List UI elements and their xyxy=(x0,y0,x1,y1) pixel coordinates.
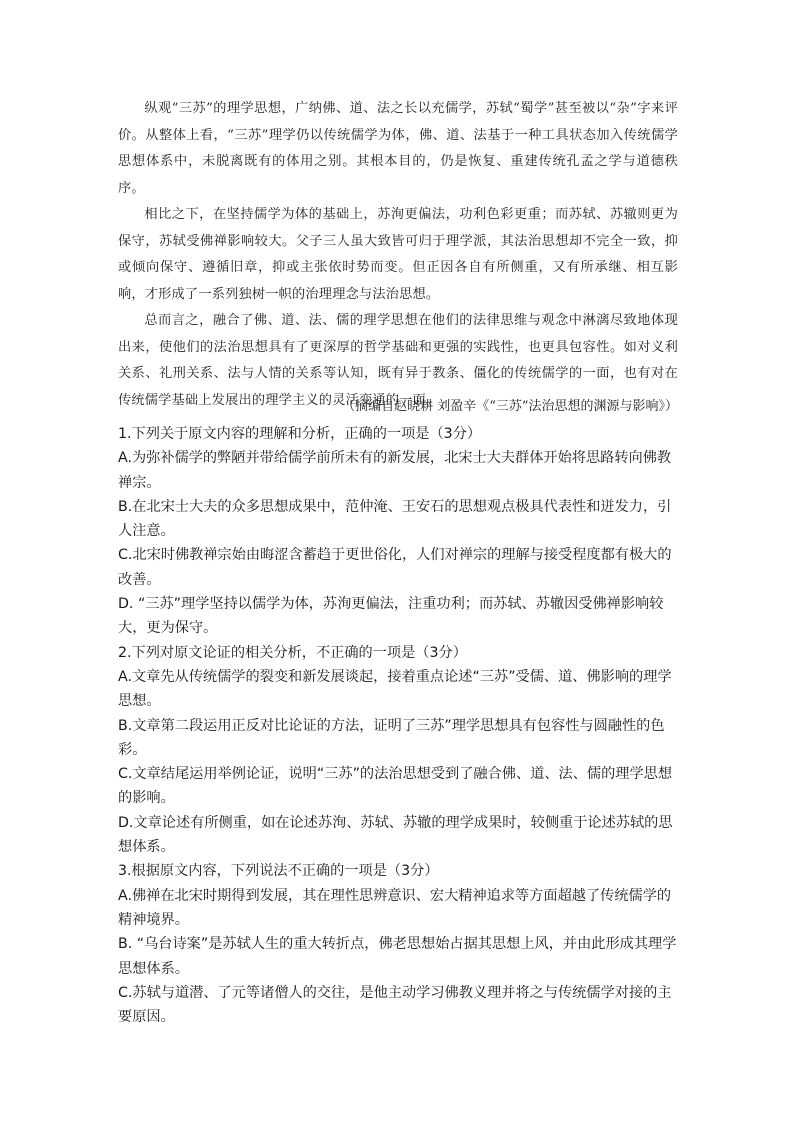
question-2-option-b: B.文章第二段运用正反对比论证的方法，证明了三苏”理学思想具有包容性与圆融性的色彩。 xyxy=(118,717,665,758)
question-3-option-c: C.苏轼与道潜、了元等诸僧人的交往，是他主动学习佛教义理并将之与传统儒学对接的主要原因。 xyxy=(118,984,672,1026)
question-1-option-d: D. “三苏”理学坚持以儒学为体，苏洵更偏法，注重功利；而苏轼、苏辙因受佛禅影响较大，更为保守。 xyxy=(118,596,664,637)
passage-paragraph-1: 纵观“三苏”的理学思想，广纳佛、道、法之长以充儒学，苏轼“蜀学”甚至被以“杂”字来评价。从整体上看，“三苏”理学仍以传统儒学为体，佛、道、法基于一种工具状态加入传统儒学思想体系中，未脱离既有的体用之别。其根本目的，仍是恢复、重建传统孔孟之学与道德秩序。 xyxy=(118,101,678,196)
passage-paragraph-3: 总而言之，融合了佛、道、法、儒的理学思想在他们的法律思维与观念中淋漓尽致地体现出来，使他们的法治思想具有了更深厚的哲学基础和更强的实践性，也更具包容性。如对义利关系、礼刑关系、法与人情的关系等认知，既有异于教条、僵化的传统儒学的一面，也有对在传统儒学基础上发展出的理学主义的灵活变通的一面。 xyxy=(118,313,678,408)
question-list xyxy=(118,422,678,1029)
question-1-option-b: B.在北宋士大夫的众多思想成果中，范仲淹、王安石的思想观点极具代表性和迸发力，引人注意。 xyxy=(118,498,672,540)
question-1-stem: 1.下列关于原文内容的理解和分析，正确的一项是（3分） xyxy=(118,426,482,442)
question-2-option-c: C.文章结尾运用举例论证，说明“三苏”的法治思想受到了融合佛、道、法、儒的理学思想的影响。 xyxy=(118,766,673,807)
reading-passage xyxy=(118,96,678,414)
passage-paragraph-2: 相比之下，在坚持儒学为体的基础上，苏洵更偏法，功利色彩更重；而苏轼、苏辙则更为保守，苏轼受佛禅影响较大。父子三人虽大致皆可归于理学派，其法治思想却不完全一致，抑或倾向保守、遵循旧章，抑或主张依时势而变。但正因各自有所侧重，又有所承继、相互影响，才形成了一系列独树一帜的治理理念与法治思想。 xyxy=(118,207,678,302)
question-2-stem: 2.下列对原文论证的相关分析，不正确的一项是（3分） xyxy=(118,644,467,661)
question-1-option-a: A.为弥补儒学的弊陋并带给儒学前所未有的新发展，北宋士大夫群体开始将思路转向佛教禅宗。 xyxy=(118,450,672,491)
question-1-option-c: C.北宋时佛教禅宗始由晦涩含蓄趋于更世俗化，人们对禅宗的理解与接受程度都有极大的改善。 xyxy=(118,547,672,588)
question-2-option-d: D.文章论述有所侧重，如在论述苏洵、苏轼、苏辙的理学成果时，较侧重于论述苏轼的思想体系。 xyxy=(118,814,673,856)
question-2-option-a: A.文章先从传统儒学的裂变和新发展谈起，接着重点论述“三苏”受儒、道、佛影响的理学思想。 xyxy=(118,668,672,710)
question-3-stem: 3.根据原文内容，下列说法不正确的一项是（3分） xyxy=(118,863,439,880)
question-3-option-a: A.佛禅在北宋时期得到发展，其在理性思辨意识、宏大精神追求等方面超越了传统儒学的精神境界。 xyxy=(118,887,672,928)
passage-source: （摘编自赵晓耕 刘盈辛《“三苏”法治思想的渊源与影响》） xyxy=(342,399,678,414)
question-3-option-b: B. “乌台诗案”是苏轼人生的重大转折点，佛老思想始占据其思想上风，并由此形成其理学思想体系。 xyxy=(118,936,677,977)
